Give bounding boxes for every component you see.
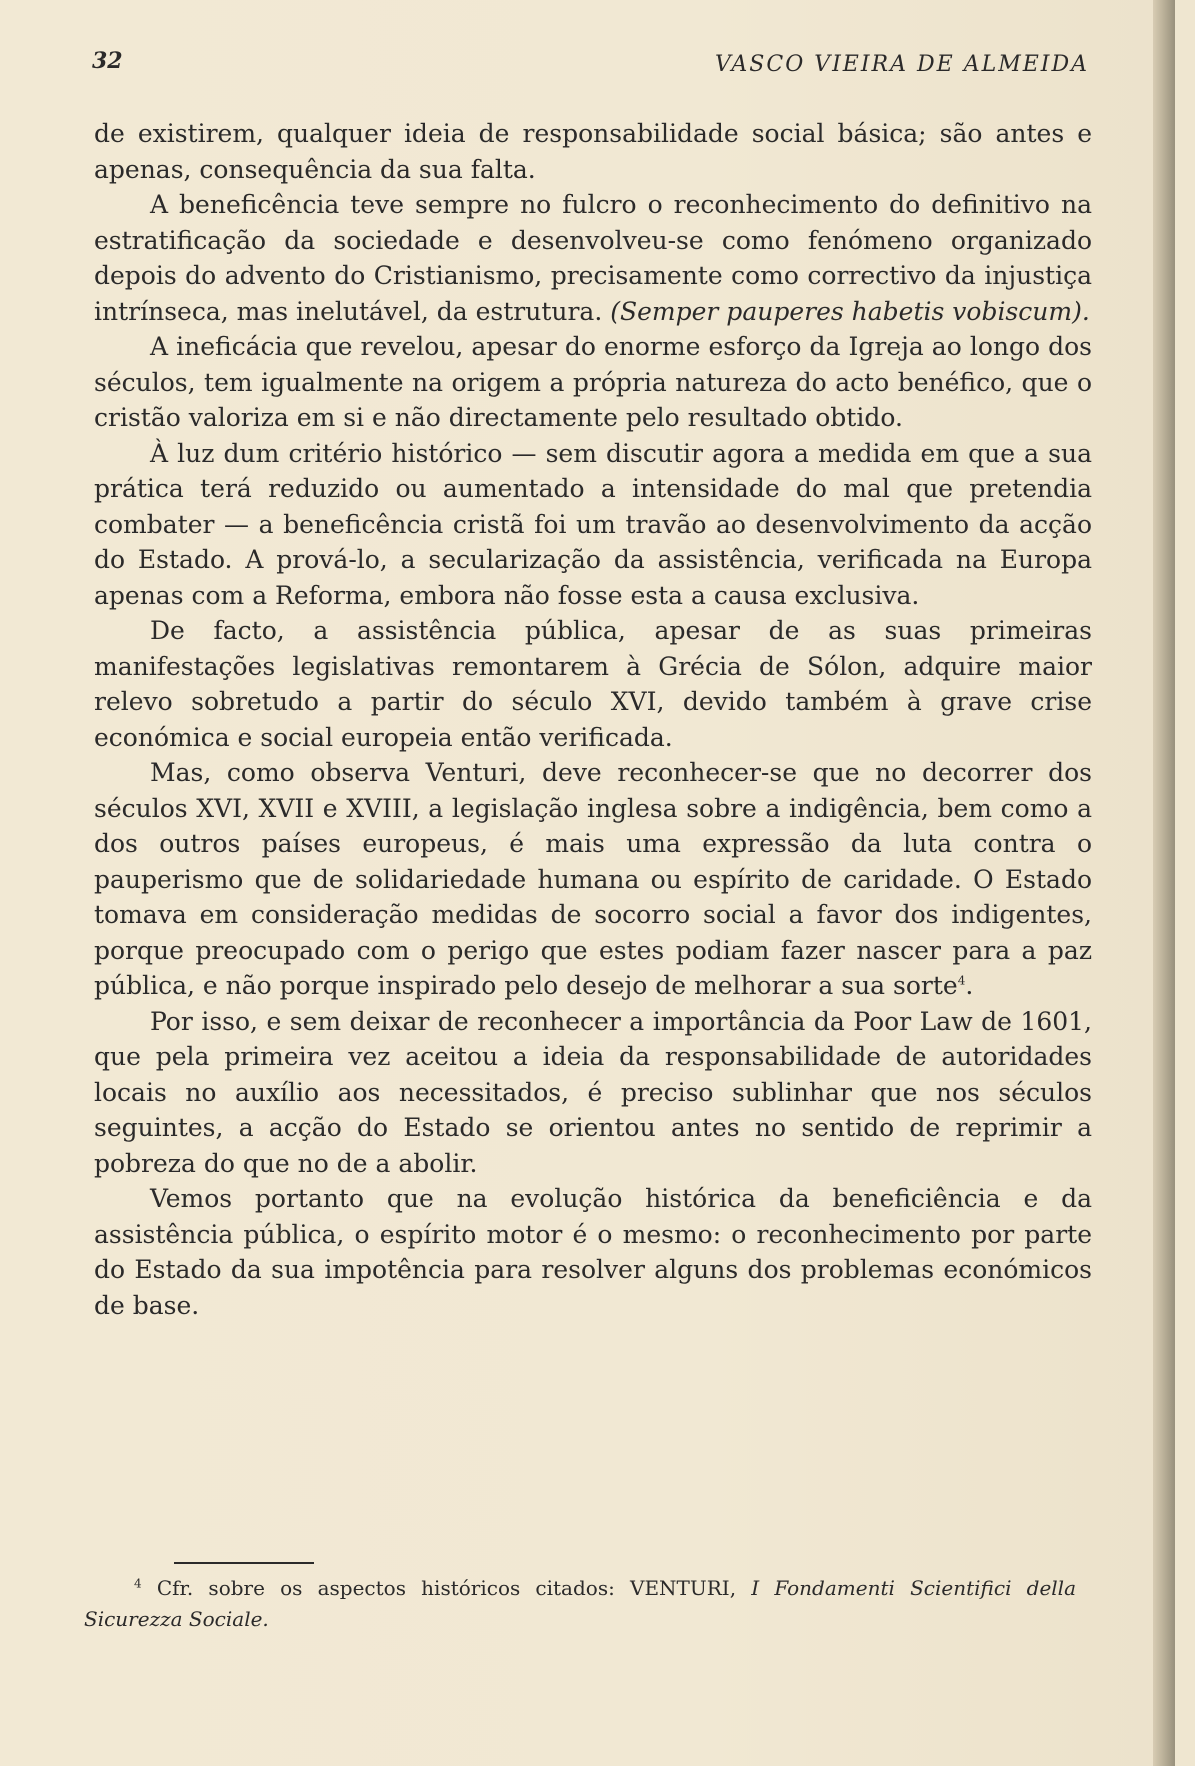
footnote-separator <box>174 1562 314 1564</box>
paragraph-7 <box>94 1004 1092 1182</box>
paragraph-4-text: À luz dum critério histórico — sem discutir agora a medida em que a sua prática terá reduzido ou aumentado a intensidade do mal que pretendia combater — a beneficência cristã foi um travão ao desenvolvimento da acção do Estado. A prová-lo, a secularização da assistência, verificada na Europa apenas com a Reforma, embora não fosse esta a causa exclusiva. <box>94 438 1092 610</box>
page-number: 32 <box>92 48 123 74</box>
paragraph-6 <box>94 755 1092 1004</box>
paragraph-8 <box>94 1181 1092 1323</box>
paragraph-5 <box>94 613 1092 755</box>
paragraph-5-text: De facto, a assistência pública, apesar de as suas primeiras manifestações legislativas remontarem à Grécia de Sólon, adquire maior relevo sobretudo a partir do século XVI, devido também à grave crise económica e social europeia então verificada. <box>94 616 1092 752</box>
body-text <box>94 116 1092 1323</box>
paragraph-1-text: de existirem, qualquer ideia de responsabilidade social básica; são antes e apenas, consequência da sua falta. <box>94 119 1092 184</box>
paragraph-6-end: . <box>965 971 974 1000</box>
footnote-title: I Fondamenti Scientifici della Sicurezza Sociale. <box>84 1576 1077 1631</box>
footnote-text: Cfr. sobre os aspectos históricos citados: VENTURI, <box>156 1576 737 1600</box>
footnote-marker: 4 <box>134 1576 142 1591</box>
footnote <box>84 1573 1076 1635</box>
paragraph-3 <box>94 329 1092 436</box>
page-edge <box>1153 0 1175 1766</box>
paragraph-4 <box>94 436 1092 614</box>
paragraph-8-text: Vemos portanto que na evolução histórica da beneficiência e da assistência pública, o espírito motor é o mesmo: o reconhecimento por parte do Estado da sua impotência para resolver alguns dos problemas económicos de base. <box>94 1184 1092 1320</box>
footnote-reference[interactable]: 4 <box>957 973 966 988</box>
latin-quote: (Semper pauperes habetis vobiscum). <box>610 296 1090 326</box>
paragraph-7-text: Por isso, e sem deixar de reconhecer a importância da Poor Law de 1601, que pela primeira vez aceitou a ideia da responsabilidade de autoridades locais no auxílio aos necessitados, é preciso sublinhar que nos séculos seguintes, a acção do Estado se orientou antes no sentido de reprimir a pobreza do que no de a abolir. <box>94 1006 1092 1178</box>
paragraph-3-text: A ineficácia que revelou, apesar do enorme esforço da Igreja ao longo dos séculos, tem igualmente na origem a própria natureza do acto benéfico, que o cristão valoriza em si e não directamente pelo resultado obtido. <box>94 332 1092 432</box>
paragraph-1 <box>94 116 1092 187</box>
paragraph-2-text: A beneficência teve sempre no fulcro o reconhecimento do definitivo na estratificação da sociedade e desenvolveu-se como fenómeno organizado depois do advento do Cristianismo, precisamente como correctivo da injustiça intrínseca, mas inelutável, da estrutura. <box>94 190 1092 326</box>
paragraph-2 <box>94 187 1092 329</box>
running-head: VASCO VIEIRA DE ALMEIDA <box>715 52 1089 77</box>
page-header <box>92 48 1089 82</box>
paragraph-6-text: Mas, como observa Venturi, deve reconhecer-se que no decorrer dos séculos XVI, XVII e XVIII, a legislação inglesa sobre a indigência, bem como a dos outros países europeus, é mais uma expressão da luta contra o pauperismo que de solidariedade humana ou espírito de caridade. O Estado tomava em consideração medidas de socorro social a favor dos indigentes, porque preocupado com o perigo que estes podiam fazer nascer para a paz pública, e não porque inspirado pelo desejo de melhorar a sua sorte <box>94 758 1092 1000</box>
